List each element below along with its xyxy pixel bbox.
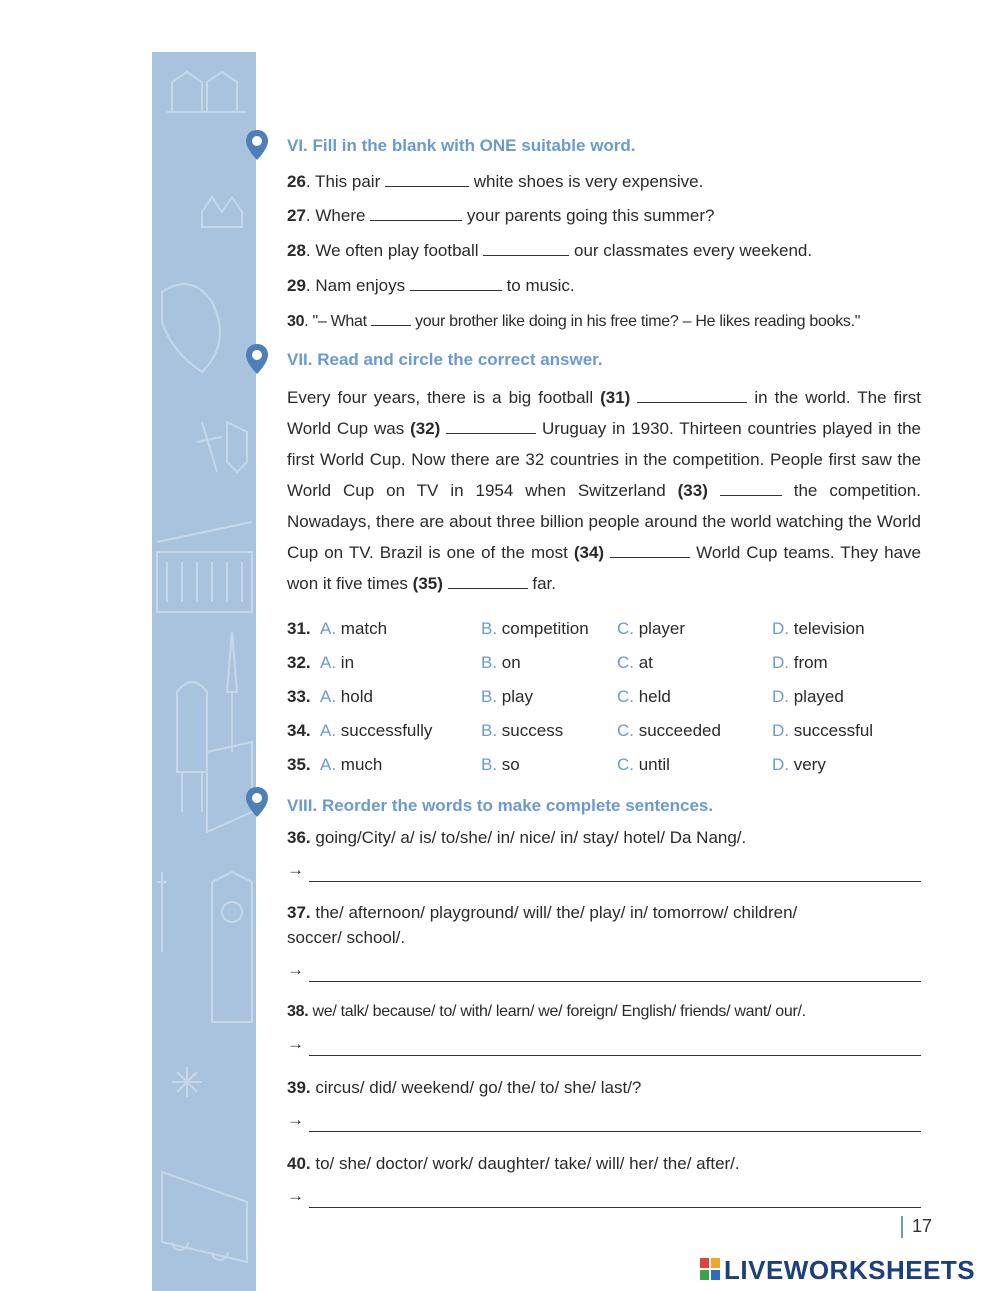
option-c[interactable] [617, 721, 721, 741]
option-d[interactable] [772, 721, 873, 741]
option-letter: D. [772, 687, 789, 706]
option-text: played [789, 687, 844, 706]
answer-line-38[interactable] [287, 1034, 921, 1058]
option-letter: C. [617, 721, 634, 740]
option-text: from [789, 653, 828, 672]
option-text: success [497, 721, 564, 740]
answer-blank[interactable] [448, 574, 528, 589]
question-29: 29. Nam enjoys to music. [287, 276, 575, 295]
question-31-options [287, 619, 927, 643]
option-text: on [497, 653, 521, 672]
answer-line-36[interactable] [287, 860, 921, 884]
question-30: 30. "– What your brother like doing in his free time? – He likes reading books." [287, 313, 861, 330]
gap-number: (34) [573, 543, 605, 562]
question-number: 31. [287, 619, 311, 638]
question-27: 27. Where your parents going this summer? [287, 206, 715, 225]
option-letter: D. [772, 721, 789, 740]
option-letter: B. [481, 687, 498, 706]
option-b[interactable] [481, 653, 521, 673]
question-number: 30 [287, 313, 305, 330]
option-letter: A. [320, 721, 337, 740]
arrow-icon: → [287, 1186, 304, 1205]
answer-blank[interactable] [370, 206, 462, 221]
option-letter: B. [481, 721, 498, 740]
option-letter: C. [617, 653, 634, 672]
option-a[interactable] [320, 755, 382, 775]
option-c[interactable] [617, 653, 653, 673]
option-letter: D. [772, 653, 789, 672]
option-text: at [634, 653, 653, 672]
option-a[interactable] [320, 687, 373, 707]
arrow-icon: → [287, 960, 304, 979]
arrow-icon: → [287, 1034, 304, 1053]
option-text: match [336, 619, 388, 638]
liveworksheets-logo-icon [700, 1258, 720, 1280]
option-text: very [789, 755, 826, 774]
location-pin-icon [244, 128, 270, 162]
option-letter: D. [772, 619, 789, 638]
answer-blank[interactable] [410, 276, 502, 291]
option-text: much [336, 755, 383, 774]
option-letter: B. [481, 653, 498, 672]
question-39: 39. circus/ did/ weekend/ go/ the/ to/ she/ last/? [287, 1078, 642, 1097]
liveworksheets-logo: LIVEWORKSHEETS [724, 1255, 976, 1285]
question-number: 28 [287, 241, 306, 260]
location-pin-icon [244, 342, 270, 376]
option-a[interactable] [320, 721, 432, 741]
option-a[interactable] [320, 619, 387, 639]
option-d[interactable] [772, 653, 828, 673]
section-7-title: VII. Read and circle the correct answer. [287, 350, 603, 369]
question-37: 37. the/ afternoon/ playground/ will/ the/ play/ in/ tomorrow/ children/ [287, 903, 798, 922]
section-6-title: VI. Fill in the blank with ONE suitable word. [287, 136, 636, 155]
option-letter: A. [320, 619, 337, 638]
option-text: competition [497, 619, 589, 638]
question-number: 27 [287, 206, 306, 225]
question-38: 38. we/ talk/ because/ to/ with/ learn/ we/ foreign/ English/ friends/ want/ our/. [287, 1003, 806, 1020]
page-number: 17 [912, 1216, 933, 1236]
question-35-options [287, 755, 927, 779]
arrow-icon: → [287, 860, 304, 879]
location-pin-icon [244, 785, 270, 819]
option-text: so [497, 755, 520, 774]
option-text: play [497, 687, 533, 706]
option-c[interactable] [617, 755, 670, 775]
option-letter: D. [772, 755, 789, 774]
option-letter: B. [481, 755, 498, 774]
question-28: 28. We often play football our classmates every weekend. [287, 241, 813, 260]
question-40: 40. to/ she/ doctor/ work/ daughter/ take/ will/ her/ the/ after/. [287, 1154, 740, 1173]
option-letter: A. [320, 653, 337, 672]
option-letter: C. [617, 619, 634, 638]
gap-number: (33) [677, 481, 708, 500]
answer-line-39[interactable] [287, 1110, 921, 1134]
question-number: 32. [287, 653, 311, 672]
question-34-options [287, 721, 927, 745]
question-number: 35. [287, 755, 311, 774]
option-b[interactable] [481, 755, 520, 775]
reading-passage: Every four years, there is a big football (31) in the world. The first World Cup was (32) Uruguay in 1930. Thirteen countries played in the first World Cup. Now there are 32 countries in the competition. People first saw the World Cup on TV in 1954 when Switzerland (33) the competition. Nowadays, there are about three billion people around the world watching the World Cup on TV. Brazil is one of the most (34) World Cup teams. They have won it five times (35) far. [287, 388, 921, 593]
option-text: successfully [336, 721, 433, 740]
option-letter: A. [320, 687, 337, 706]
option-letter: B. [481, 619, 498, 638]
question-37-continued: soccer/ school/. [287, 928, 406, 947]
option-letter: C. [617, 687, 634, 706]
option-b[interactable] [481, 721, 563, 741]
option-c[interactable] [617, 687, 671, 707]
answer-blank[interactable] [637, 388, 747, 403]
option-text: held [634, 687, 671, 706]
option-letter: C. [617, 755, 634, 774]
question-26: 26. This pair white shoes is very expensive. [287, 172, 704, 191]
answer-blank[interactable] [371, 311, 411, 326]
option-c[interactable] [617, 619, 685, 639]
option-b[interactable] [481, 687, 533, 707]
option-d[interactable] [772, 619, 865, 639]
option-d[interactable] [772, 687, 844, 707]
question-32-options [287, 653, 927, 677]
option-a[interactable] [320, 653, 354, 673]
option-text: in [336, 653, 355, 672]
gap-number: (35) [412, 574, 443, 593]
option-text: player [634, 619, 686, 638]
answer-blank[interactable] [446, 419, 536, 434]
option-text: hold [336, 687, 373, 706]
option-text: successful [789, 721, 874, 740]
question-36: 36. going/City/ a/ is/ to/she/ in/ nice/ in/ stay/ hotel/ Da Nang/. [287, 828, 747, 847]
option-text: succeeded [634, 721, 721, 740]
answer-blank[interactable] [385, 172, 469, 187]
arrow-icon: → [287, 1110, 304, 1129]
section-8-title: VIII. Reorder the words to make complete sentences. [287, 796, 714, 815]
question-number: 33. [287, 687, 311, 706]
gap-number: (31) [600, 388, 631, 407]
gap-number: (32) [410, 419, 441, 438]
option-b[interactable] [481, 619, 589, 639]
question-33-options [287, 687, 927, 711]
answer-blank[interactable] [610, 543, 690, 558]
option-d[interactable] [772, 755, 826, 775]
decorative-sidebar [152, 52, 256, 1291]
question-number: 34. [287, 721, 311, 740]
answer-blank[interactable] [483, 241, 569, 256]
answer-blank[interactable] [720, 481, 782, 496]
answer-line-37[interactable] [287, 960, 921, 984]
london-doodles-illustration [152, 52, 256, 1291]
option-letter: A. [320, 755, 337, 774]
option-text: television [789, 619, 865, 638]
question-number: 26 [287, 172, 306, 191]
question-number: 29 [287, 276, 306, 295]
answer-line-40[interactable] [287, 1186, 921, 1210]
option-text: until [634, 755, 670, 774]
